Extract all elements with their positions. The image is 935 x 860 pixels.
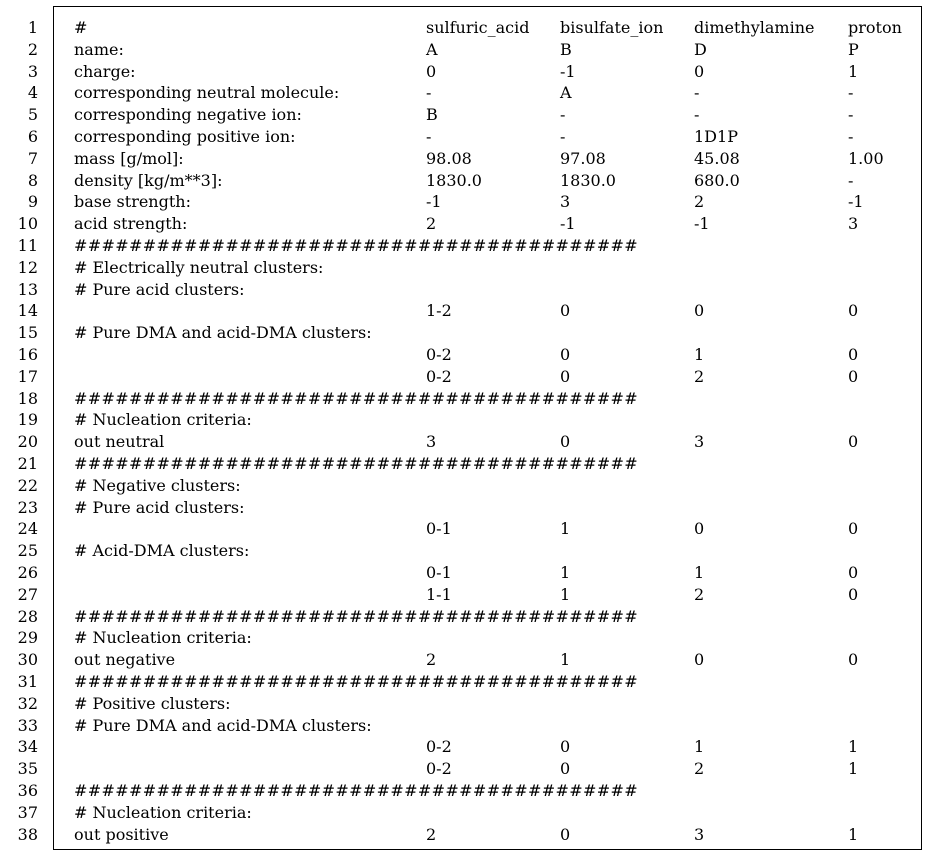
column-3-value: - — [694, 105, 700, 125]
listing-row — [0, 606, 935, 628]
column-3-value: - — [694, 83, 700, 103]
column-4-value: 1 — [848, 824, 859, 844]
line-number: 5 — [27, 105, 38, 125]
column-2-value: 1 — [560, 584, 571, 604]
column-2-value: -1 — [560, 214, 576, 234]
separator-line: ######################################### — [74, 606, 639, 626]
column-3-value: 1 — [694, 563, 705, 582]
line-number: 1 — [27, 18, 38, 37]
column-1-value: 0-2 — [426, 737, 452, 757]
column-4-value: 1 — [848, 759, 859, 779]
column-1-value: 0-2 — [426, 759, 452, 779]
line-number: 35 — [17, 759, 38, 779]
row-label: corresponding neutral molecule: — [74, 83, 340, 103]
row-label: # Nucleation criteria: — [74, 410, 252, 430]
column-1-value: 0-1 — [426, 563, 452, 582]
column-3-value: 2 — [694, 759, 705, 779]
column-4-value: - — [848, 83, 854, 103]
column-1-value: - — [426, 127, 432, 146]
line-number: 24 — [17, 519, 38, 539]
column-2-value: 1830.0 — [560, 170, 616, 190]
column-3-value: 680.0 — [694, 170, 740, 190]
line-number: 19 — [17, 410, 38, 430]
line-number: 25 — [17, 541, 38, 561]
listing-row — [0, 409, 935, 431]
row-label: corresponding negative ion: — [74, 105, 302, 125]
column-2-value: -1 — [560, 61, 576, 81]
column-1-value: 0-2 — [426, 345, 452, 364]
line-number: 26 — [17, 563, 38, 582]
row-label: out negative — [74, 650, 176, 670]
column-1-value: 98.08 — [426, 148, 472, 168]
line-number: 14 — [17, 301, 38, 321]
listing-row — [0, 279, 935, 301]
line-number: 3 — [27, 61, 38, 81]
row-label: mass [g/mol]: — [74, 148, 184, 168]
separator-line: ######################################### — [74, 388, 639, 408]
listing-row — [0, 213, 935, 235]
column-2-value: A — [560, 83, 572, 103]
column-2-value: 97.08 — [560, 148, 606, 168]
column-2-value: 1 — [560, 563, 571, 582]
column-1-value: 0 — [426, 61, 437, 81]
row-label: # Pure acid clusters: — [74, 497, 245, 517]
column-3-value: 0 — [694, 650, 705, 670]
listing-row — [0, 104, 935, 126]
row-label: acid strength: — [74, 214, 188, 234]
column-2-value: 0 — [560, 432, 571, 452]
listing-row — [0, 649, 935, 671]
row-label: # Nucleation criteria: — [74, 628, 252, 648]
column-3-value: 0 — [694, 61, 705, 81]
column-4-value: - — [848, 105, 854, 125]
column-3-value: 1D1P — [694, 127, 738, 146]
row-label: # Pure DMA and acid-DMA clusters: — [74, 715, 372, 735]
listing-row — [0, 388, 935, 410]
listing-row — [0, 453, 935, 475]
listing-row — [0, 126, 935, 148]
row-label: name: — [74, 39, 124, 59]
line-number: 6 — [27, 127, 38, 146]
column-3-value: 2 — [694, 584, 705, 604]
line-number: 2 — [27, 39, 38, 59]
column-1-value: 0-2 — [426, 366, 452, 386]
column-1-value: 2 — [426, 824, 437, 844]
listing-row — [0, 824, 935, 846]
listing-row — [0, 584, 935, 606]
listing-row — [0, 802, 935, 824]
separator-line: ######################################### — [74, 781, 639, 800]
listing-row — [0, 431, 935, 453]
line-number: 37 — [17, 802, 38, 822]
listing-row — [0, 61, 935, 83]
listing-row — [0, 82, 935, 104]
column-4-value: 0 — [848, 366, 859, 386]
row-label: # — [74, 18, 88, 37]
row-label: # Nucleation criteria: — [74, 802, 252, 822]
line-number: 9 — [27, 192, 38, 212]
row-label: density [kg/m**3]: — [74, 170, 223, 190]
line-number: 13 — [17, 279, 38, 299]
row-label: # Electrically neutral clusters: — [74, 257, 324, 277]
line-number: 27 — [17, 584, 38, 604]
listing-row — [0, 562, 935, 584]
row-label: # Acid-DMA clusters: — [74, 541, 250, 561]
line-number: 34 — [17, 737, 38, 757]
line-number: 8 — [27, 170, 38, 190]
line-number: 12 — [17, 257, 38, 277]
listing-row — [0, 322, 935, 344]
listing-row — [0, 17, 935, 39]
column-1-value: 1-2 — [426, 301, 452, 321]
listing-row — [0, 257, 935, 279]
row-label: # Pure acid clusters: — [74, 279, 245, 299]
column-2-value: 0 — [560, 737, 571, 757]
line-number: 11 — [17, 236, 38, 255]
line-number: 4 — [27, 83, 38, 103]
listing-row — [0, 300, 935, 322]
column-1-value: 2 — [426, 650, 437, 670]
line-number: 18 — [17, 388, 38, 408]
line-number: 22 — [17, 475, 38, 495]
listing-row — [0, 518, 935, 540]
column-2-value: B — [560, 39, 572, 59]
column-1-value: 3 — [426, 432, 437, 452]
line-number: 16 — [17, 345, 38, 364]
line-number: 10 — [17, 214, 38, 234]
column-2-value: 1 — [560, 519, 571, 539]
column-1-value: 0-1 — [426, 519, 452, 539]
column-2-value: 1 — [560, 650, 571, 670]
column-1-value: - — [426, 83, 432, 103]
row-label: charge: — [74, 61, 136, 81]
column-2-value: 0 — [560, 759, 571, 779]
column-4-value: - — [848, 127, 854, 146]
listing-row — [0, 671, 935, 693]
column-4-value: 3 — [848, 214, 859, 234]
column-3-value: 3 — [694, 432, 705, 452]
listing-row — [0, 148, 935, 170]
column-2-value: 0 — [560, 824, 571, 844]
row-label: # Negative clusters: — [74, 475, 241, 495]
column-4-value: 0 — [848, 519, 859, 539]
column-4-value: 1 — [848, 61, 859, 81]
listing-row — [0, 693, 935, 715]
column-3-value: 3 — [694, 824, 705, 844]
column-1-value: 1-1 — [426, 584, 452, 604]
line-number: 7 — [27, 148, 38, 168]
column-2-value: - — [560, 127, 566, 146]
listing-row — [0, 475, 935, 497]
listing-row — [0, 191, 935, 213]
column-4-value: -1 — [848, 192, 864, 212]
listing-row — [0, 627, 935, 649]
column-1-value: A — [426, 39, 438, 59]
row-label: out positive — [74, 824, 169, 844]
column-1-value: 2 — [426, 214, 437, 234]
listing-row — [0, 235, 935, 257]
line-number: 33 — [17, 715, 38, 735]
listing-row — [0, 758, 935, 780]
line-number: 20 — [17, 432, 38, 452]
column-3-value: dimethylamine — [694, 18, 815, 37]
column-2-value: bisulfate_ion — [560, 18, 664, 37]
line-number: 36 — [17, 781, 38, 800]
column-1-value: -1 — [426, 192, 442, 212]
column-4-value: 1.00 — [848, 148, 884, 168]
row-label: corresponding positive ion: — [74, 127, 296, 146]
column-3-value: 1 — [694, 737, 705, 757]
row-label: out neutral — [74, 432, 165, 452]
row-label: # Positive clusters: — [74, 693, 231, 713]
row-label: base strength: — [74, 192, 191, 212]
column-3-value: D — [694, 39, 707, 59]
column-2-value: - — [560, 105, 566, 125]
column-1-value: sulfuric_acid — [426, 18, 530, 37]
separator-line: ######################################### — [74, 454, 639, 473]
separator-line: ######################################### — [74, 672, 639, 691]
column-4-value: 0 — [848, 563, 859, 582]
column-3-value: 0 — [694, 519, 705, 539]
line-number: 38 — [17, 824, 38, 844]
column-4-value: 1 — [848, 737, 859, 757]
column-4-value: 0 — [848, 584, 859, 604]
line-number: 23 — [17, 497, 38, 517]
line-number: 30 — [17, 650, 38, 670]
listing-row — [0, 497, 935, 519]
listing-row — [0, 170, 935, 192]
listing-row — [0, 736, 935, 758]
line-number: 32 — [17, 693, 38, 713]
column-4-value: 0 — [848, 432, 859, 452]
listing-row — [0, 366, 935, 388]
column-4-value: P — [848, 39, 859, 59]
column-3-value: -1 — [694, 214, 710, 234]
column-1-value: 1830.0 — [426, 170, 482, 190]
column-3-value: 2 — [694, 366, 705, 386]
column-2-value: 0 — [560, 345, 571, 364]
listing-row — [0, 540, 935, 562]
column-4-value: - — [848, 170, 854, 190]
line-number: 28 — [17, 606, 38, 626]
listing-row — [0, 715, 935, 737]
column-2-value: 3 — [560, 192, 571, 212]
column-4-value: proton — [848, 18, 902, 37]
line-number: 15 — [17, 323, 38, 343]
line-number: 29 — [17, 628, 38, 648]
column-3-value: 0 — [694, 301, 705, 321]
separator-line: ######################################### — [74, 236, 639, 255]
column-2-value: 0 — [560, 366, 571, 386]
column-3-value: 45.08 — [694, 148, 740, 168]
line-number: 31 — [17, 672, 38, 691]
line-number: 17 — [17, 366, 38, 386]
listing-row — [0, 344, 935, 366]
listing-row — [0, 39, 935, 61]
column-3-value: 1 — [694, 345, 705, 364]
row-label: # Pure DMA and acid-DMA clusters: — [74, 323, 372, 343]
column-3-value: 2 — [694, 192, 705, 212]
column-4-value: 0 — [848, 650, 859, 670]
line-number: 21 — [17, 454, 38, 473]
column-2-value: 0 — [560, 301, 571, 321]
column-1-value: B — [426, 105, 438, 125]
column-4-value: 0 — [848, 345, 859, 364]
listing-row — [0, 780, 935, 802]
column-4-value: 0 — [848, 301, 859, 321]
